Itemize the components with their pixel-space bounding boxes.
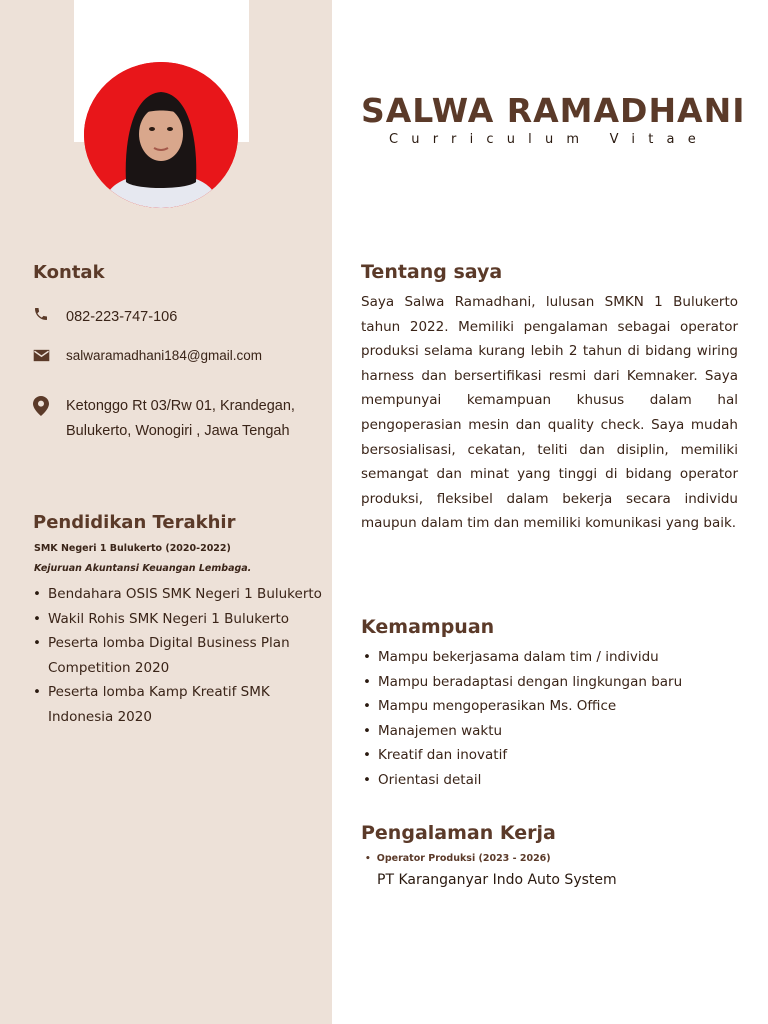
education-item: • Peserta lomba Digital Business Plan Competition 2020 <box>33 631 333 680</box>
document-subtitle: Curriculum Vitae <box>389 132 709 147</box>
skill-item: • Kreatif dan inovatif <box>363 743 753 768</box>
person-name: SALWA RAMADHANI <box>361 91 746 130</box>
contact-address-line1: Ketonggo Rt 03/Rw 01, Krandegan, <box>66 398 295 414</box>
about-text: Saya Salwa Ramadhani, lulusan SMKN 1 Bulukerto tahun 2022. Memiliki pengalaman sebagai operator produksi selama kurang lebih 2 tahun di bidang wiring harness dan bersertifikasi resmi dari Kemnaker. Saya mempunyai kemampuan khusus dalam hal pengoperasian mesin dan quality check. Saya mudah bersosialisasi, cekatan, teliti dan disiplin, memiliki semangat dan minat yang tinggi di bidang operator produksi, fleksibel dalam bekerja secara individu maupun dalam tim dan memiliki komunikasi yang baik. <box>361 294 738 532</box>
profile-photo <box>84 62 238 208</box>
job-title-text: Operator Produksi (2023 - 2026) <box>376 853 551 864</box>
skill-item: • Mampu mengoperasikan Ms. Office <box>363 694 753 719</box>
skill-item: • Mampu bekerjasama dalam tim / individu <box>363 645 753 670</box>
education-major: Kejuruan Akuntansi Keuangan Lembaga. <box>34 563 252 574</box>
education-item: • Bendahara OSIS SMK Negeri 1 Bulukerto <box>33 582 333 607</box>
skill-item: • Manajemen waktu <box>363 719 753 744</box>
education-heading: Pendidikan Terakhir <box>33 512 236 533</box>
experience-heading: Pengalaman Kerja <box>361 822 556 844</box>
job-title <box>365 853 551 864</box>
skills-heading: Kemampuan <box>361 616 495 638</box>
location-pin-icon <box>32 397 50 415</box>
contact-address-row <box>32 394 295 444</box>
skill-item: • Orientasi detail <box>363 768 753 793</box>
job-company: PT Karanganyar Indo Auto System <box>377 872 617 888</box>
contact-email-row <box>32 343 262 368</box>
skills-list <box>363 645 753 792</box>
education-school: SMK Negeri 1 Bulukerto (2020-2022) <box>34 543 231 554</box>
contact-email: salwaramadhani184@gmail.com <box>66 348 263 363</box>
contact-phone-row <box>32 305 177 330</box>
bullet-icon: • <box>365 854 371 864</box>
about-heading: Tentang saya <box>361 261 503 283</box>
education-item: • Peserta lomba Kamp Kreatif SMK Indonesia 2020 <box>33 680 333 729</box>
education-list <box>33 582 333 729</box>
email-icon <box>32 346 50 364</box>
contact-phone: 082-223-747-106 <box>66 309 178 325</box>
contact-heading: Kontak <box>33 262 105 283</box>
skill-item: • Mampu beradaptasi dengan lingkungan baru <box>363 670 753 695</box>
phone-icon <box>32 305 50 323</box>
education-item: • Wakil Rohis SMK Negeri 1 Bulukerto <box>33 607 333 632</box>
contact-address-line2: Bulukerto, Wonogiri , Jawa Tengah <box>66 423 290 439</box>
